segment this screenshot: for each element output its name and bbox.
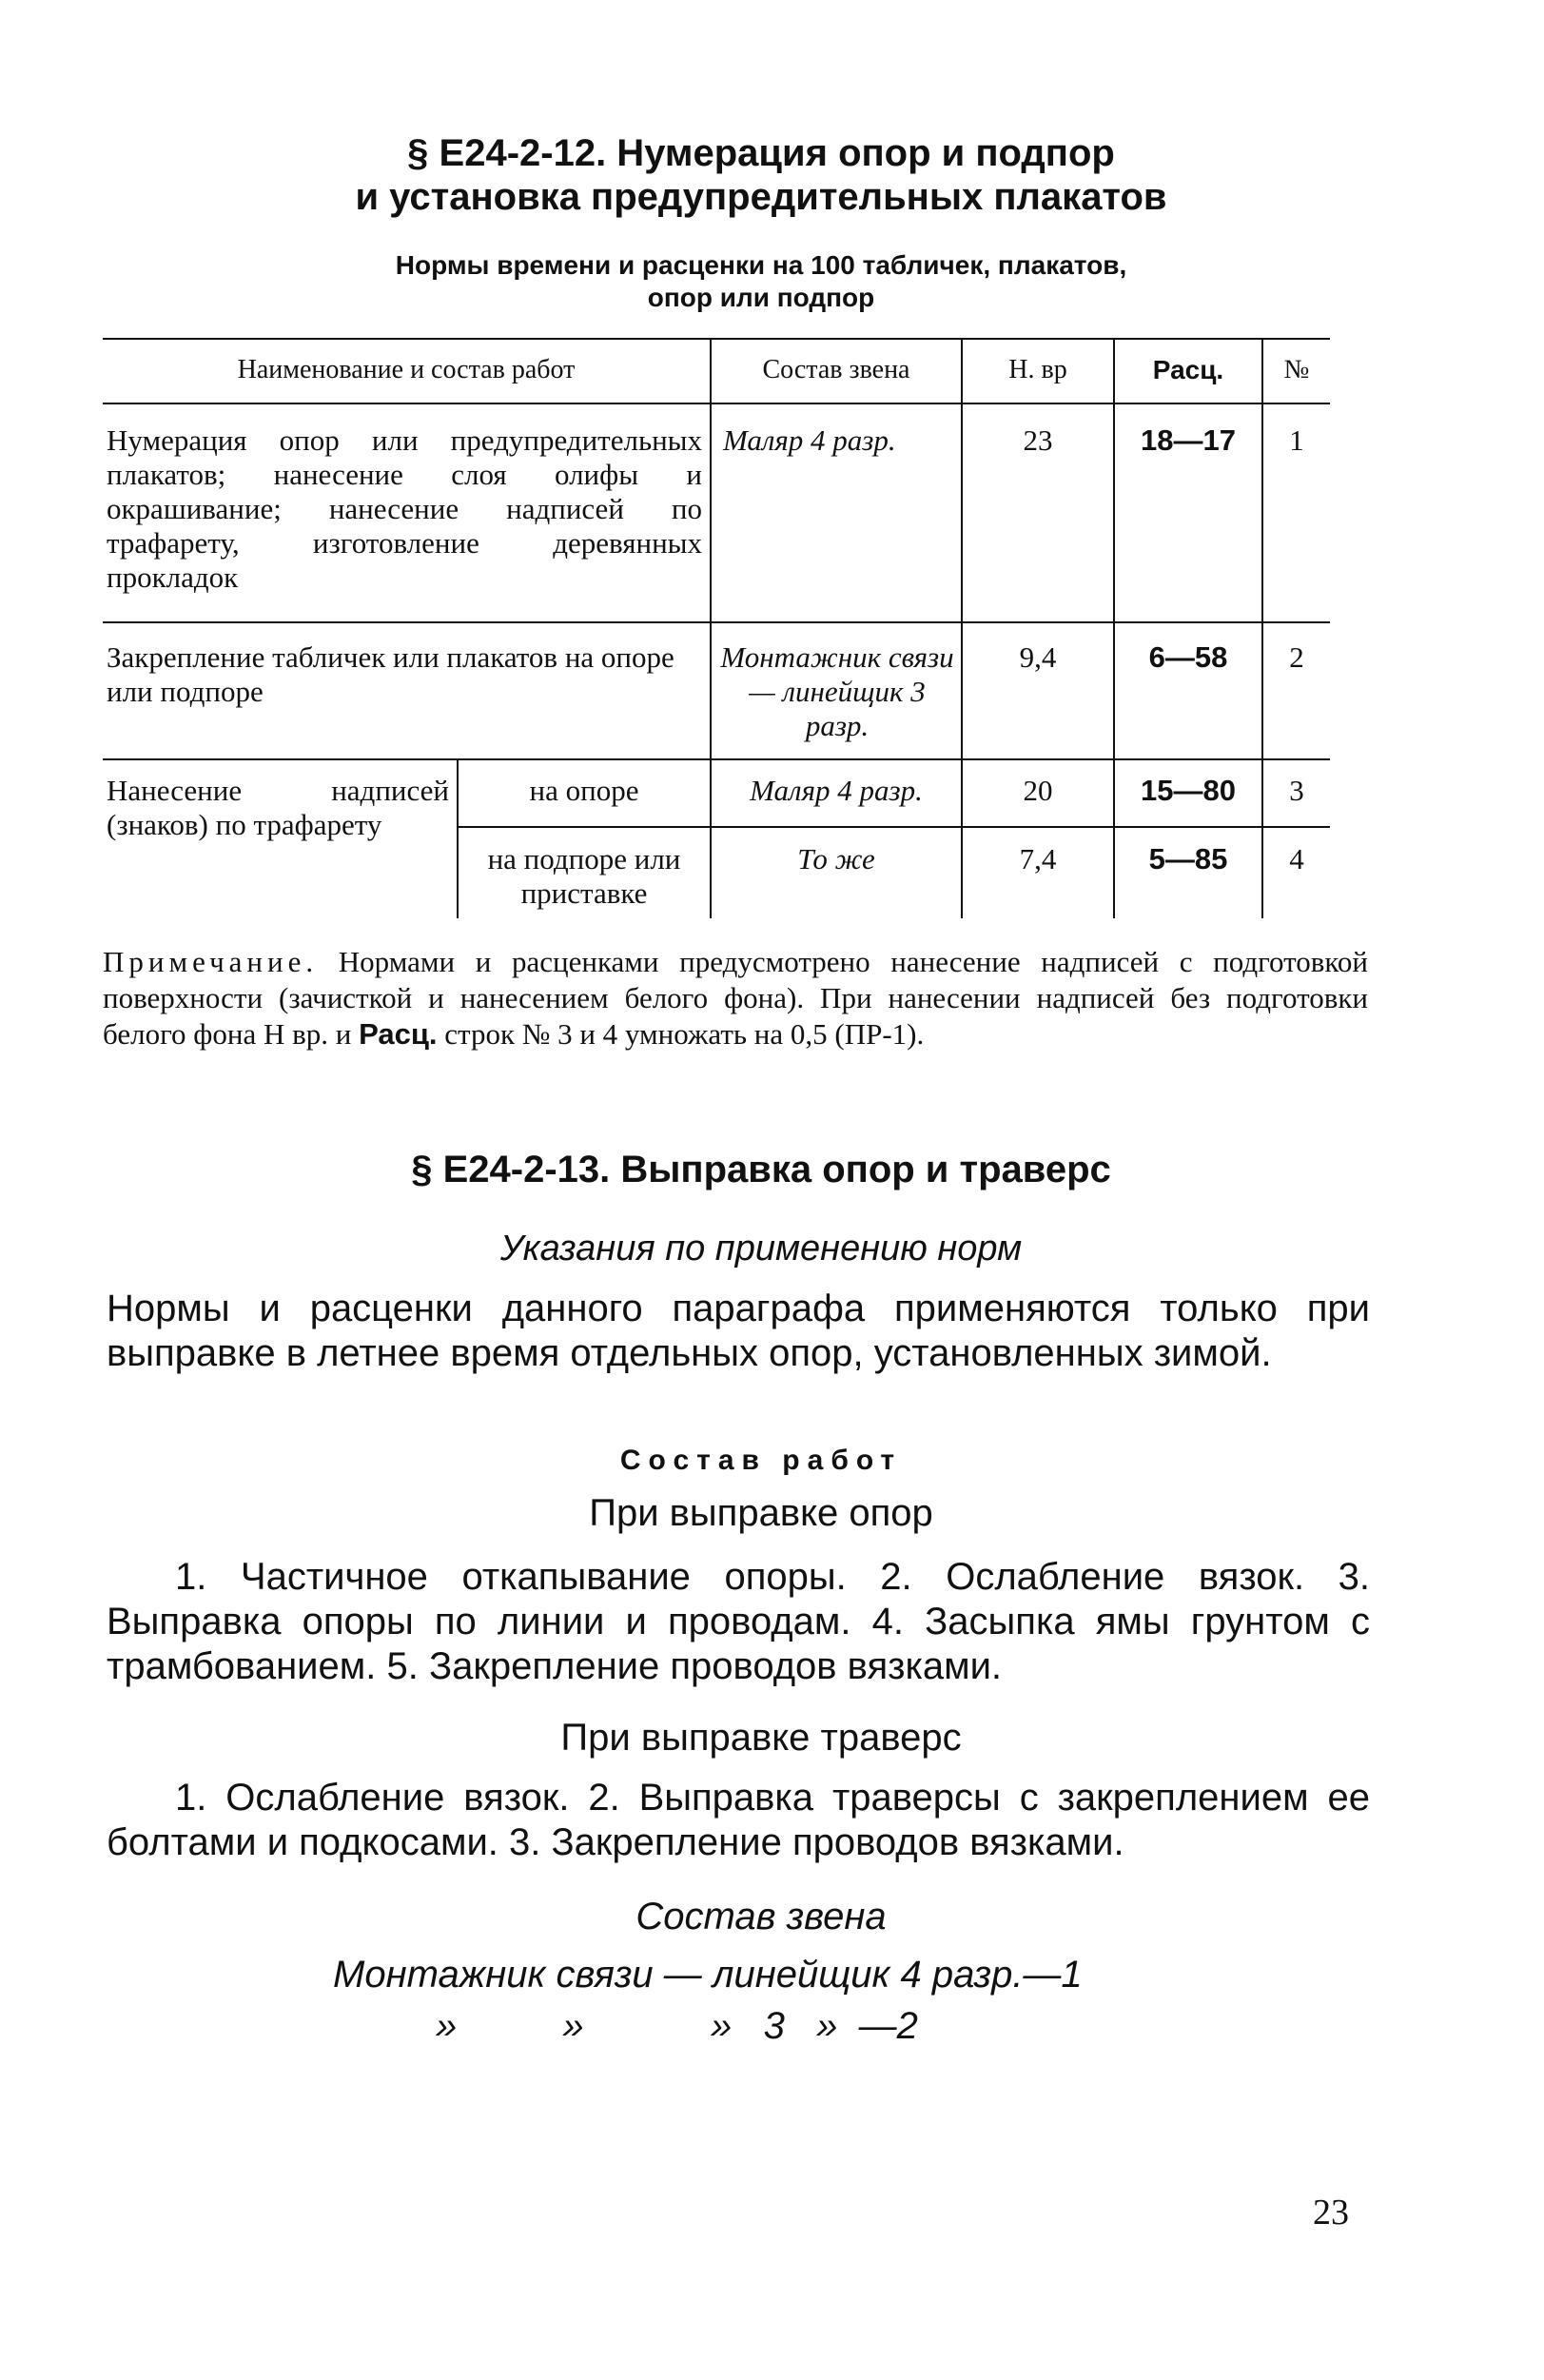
row3-time: 20 [1023,774,1053,807]
work-composition-heading: Состав работ [619,1445,903,1476]
row3-rate: 15—80 [1141,774,1236,807]
supports-heading: При выправке опор [589,1492,933,1534]
crew-heading: Состав звена [635,1896,887,1937]
page-number: 23 [1313,2193,1349,2232]
table-caption-line2: опор или подпор [647,283,875,312]
section2-title: § Е24-2-13. Выправка опор и траверс [411,1149,1111,1190]
norms-table [103,338,1330,918]
header-rate: Расц. [1152,355,1224,384]
header-crew: Состав звена [762,355,910,384]
instructions-text: Нормы и расценки данного параграфа применяются только при выправке в летнее время отдельных опор, установленных зимой. [107,1288,1370,1374]
row3-sub: на опоре [529,774,639,807]
row1-time: 23 [1023,423,1053,457]
row1-number: 1 [1289,423,1304,457]
section-title-line2: и установка предупредительных плакатов [355,176,1167,218]
row3-crew: Маляр 4 разр. [750,774,923,807]
traverse-text: 1. Ослабление вязок. 2. Выправка траверсы с закреплением ее болтами и подкосами. 3. Закрепление проводов вязками. [107,1777,1370,1863]
row2-number: 2 [1289,640,1304,674]
header-time: Н. вр [1008,355,1067,384]
row1-rate: 18—17 [1141,423,1236,457]
group-name: Нанесение надписей (знаков) по трафарету [107,774,449,841]
row4-sub: на подпоре или приставке [487,842,681,910]
row2-rate: 6—58 [1148,640,1228,674]
row4-crew: То же [797,842,875,875]
header-name: Наименование и состав работ [237,355,576,384]
note-rate-word: Расц. [359,1017,438,1051]
row1-crew: Маляр 4 разр. [723,423,896,457]
row4-number: 4 [1289,842,1304,875]
row1-name: Нумерация опор или предупредительных плакатов; нанесение слоя олифы и окрашивание; нанесение надписей по трафарету, изготовление деревянных прокладок [107,423,702,594]
traverse-heading: При выправке траверс [560,1717,962,1759]
row4-time: 7,4 [1019,842,1057,875]
note-text-2: строк № 3 и 4 умножать на 0,5 (ПР-1). [437,1017,925,1051]
row4-rate: 5—85 [1148,842,1228,875]
note-text-1: Нормами и расценками предусмотрено нанесение надписей с подготовкой поверхности (зачисткой и нанесением белого фона). При нанесении надписей без подготовки белого фона Н вр. и [103,945,1368,1051]
instructions-heading: Указания по применению норм [499,1229,1023,1269]
row3-number: 3 [1289,774,1304,807]
row2-name: Закрепление табличек или плакатов на опоре или подпоре [107,640,674,708]
crew-line-1: Монтажник связи — линейщик 4 разр.—1 [333,1954,1083,1996]
table-caption-line1: Нормы времени и расценки на 100 табличек, плакатов, [395,250,1127,280]
header-number: № [1283,355,1310,384]
supports-text: 1. Частичное откапывание опоры. 2. Ослабление вязок. 3. Выправка опоры по линии и проводам. 4. Засыпка ямы грунтом с трамбованием. 5. Закрепление проводов вязками. [107,1556,1370,1687]
row2-time: 9,4 [1019,640,1057,674]
section-title-line1: § Е24-2-12. Нумерация опор и подпор [407,132,1115,174]
note-label: Примечание. [103,945,319,978]
crew-line-2: » » » 3 » —2 [436,2005,918,2047]
row2-crew: Монтажник связи — линейщик 3 разр. [720,640,954,742]
table-note [103,944,1368,1052]
